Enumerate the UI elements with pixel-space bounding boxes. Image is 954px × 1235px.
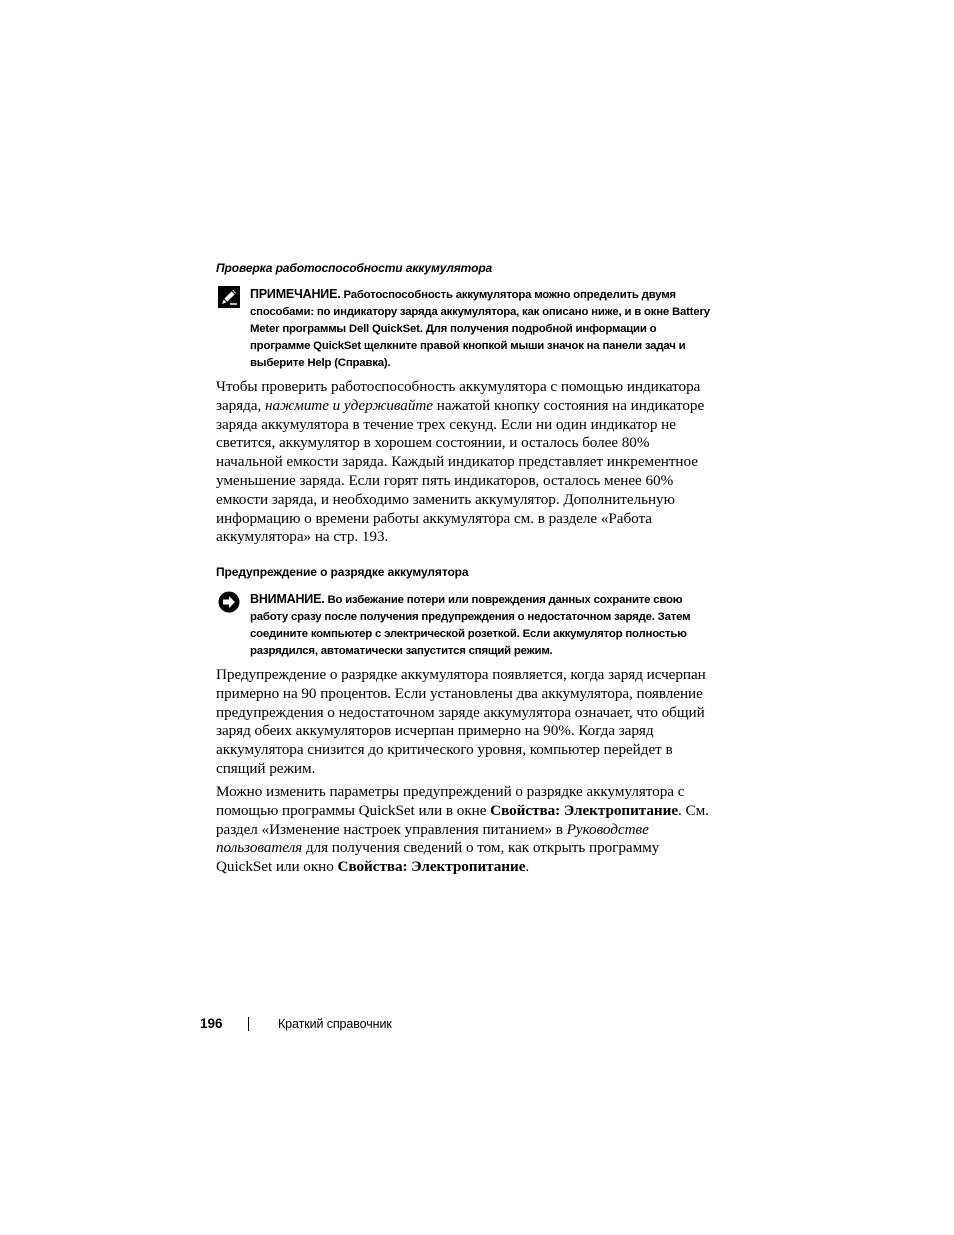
caution-text xyxy=(250,591,716,660)
paragraph-text: Можно изменить параметры предупреждений о разрядке аккумулятора с помощью программы QuickSet или в окне xyxy=(216,783,685,819)
paragraph-text: Чтобы проверить работоспособность аккумулятора с помощью индикатора заряда, xyxy=(216,378,701,414)
section-heading-low-battery: Предупреждение о разрядке аккумулятора xyxy=(216,565,469,579)
note-body: Работоспособность аккумулятора можно определить двумя способами: по индикатору заряда аккумулятора, как описано ниже, и в окне Battery Meter программы Dell QuickSet. Для получения подробной информации о программе QuickSet щелкните правой кнопкой мыши значок на панели задач и выберите xyxy=(250,289,710,369)
paragraph-battery-check xyxy=(216,378,716,547)
paragraph-text: для получения сведений о том, как открыть программу QuickSet или окно xyxy=(216,839,660,876)
note-help-label: Help xyxy=(307,357,332,369)
page-number: 196 xyxy=(200,1016,223,1031)
paragraph-text: нажатой кнопку состояния на индикаторе заряда аккумулятора в течение трех секунд. Если ни один индикатор не светится, аккумулятор в хорошем состоянии, и осталось более 80% начальной емкости заряда. Каждый индикатор представляет инкрементное уменьшение заряда. Если горят пять индикаторов, осталось менее 60% емкости заряда, и необходимо заменить аккумулятор. Дополнительную информацию о времени работы аккумулятора см. в разделе «Работа аккумулятора» на стр. 193. xyxy=(216,396,705,546)
note-box xyxy=(216,286,716,372)
paragraph-text: . См. раздел «Изменение настроек управления питанием» в xyxy=(216,801,709,838)
paragraph-italic: Руководстве пользователя xyxy=(216,820,649,857)
note-body-end: (Справка). xyxy=(331,357,391,369)
caution-label: ВНИМАНИЕ. xyxy=(250,592,325,606)
section-heading-battery-check: Проверка работоспособности аккумулятора xyxy=(216,261,493,275)
paragraph-text: Предупреждение о разрядке аккумулятора появляется, когда заряд исчерпан примерно на 90 процентов. Если установлены два аккумулятора, появление предупреждения о недостаточном заряде аккумулятора означает, что общий заряд обеих аккумуляторов исчерпан примерно на 90%. Когда заряд аккумулятора снизится до критического уровня, компьютер перейдет в спящий режим. xyxy=(216,666,706,777)
paragraph-warning-settings xyxy=(216,783,716,877)
paragraph-bold: Свойства: Электропитание xyxy=(337,858,526,876)
footer-title: Краткий справочник xyxy=(278,1017,392,1031)
footer-separator xyxy=(248,1017,249,1031)
paragraph-bold: Свойства: Электропитание xyxy=(490,801,679,819)
note-pencil-icon xyxy=(218,286,240,308)
note-label: ПРИМЕЧАНИЕ. xyxy=(250,287,341,301)
note-text xyxy=(250,286,716,372)
paragraph-low-battery-warning xyxy=(216,666,716,779)
paragraph-text: . xyxy=(525,858,530,876)
caution-body: Во избежание потери или повреждения данных сохраните свою работу сразу после получения предупреждения о недостаточном заряде. Затем соедините компьютер с электрической розеткой. Если аккумулятор полностью разрядился, автоматически запустится спящий режим. xyxy=(250,594,691,657)
caution-arrow-icon xyxy=(218,591,240,613)
paragraph-italic: нажмите и удерживайте xyxy=(264,396,433,414)
caution-box xyxy=(216,591,716,660)
